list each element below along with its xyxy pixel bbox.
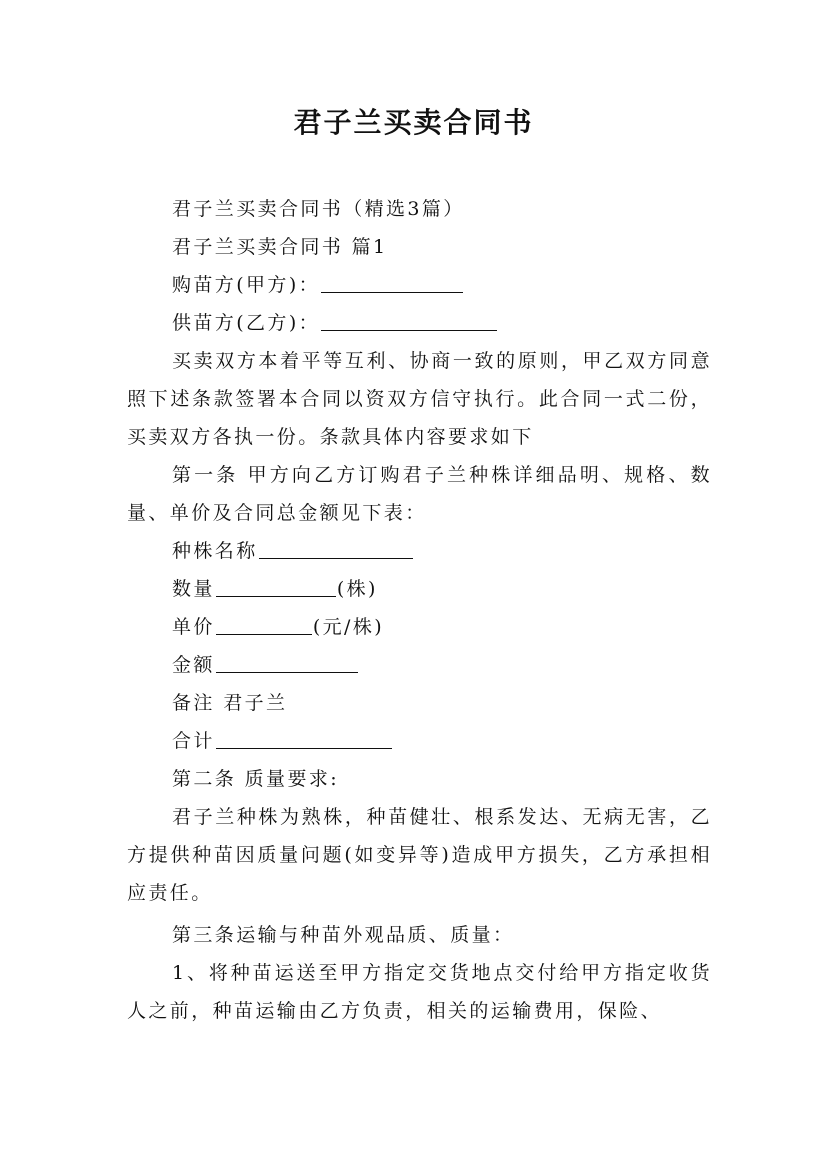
- article-2-heading: 第二条 质量要求:: [172, 768, 340, 790]
- amount-blank: [216, 650, 358, 673]
- buyer-blank: [321, 270, 463, 293]
- price-unit: (元/株): [312, 616, 385, 638]
- seller-line: [127, 304, 712, 342]
- price-line: [127, 608, 712, 646]
- amount-line: [127, 646, 712, 684]
- name-label: 种株名称: [172, 540, 258, 562]
- intro-line: 君子兰买卖合同书（精选3篇）: [172, 198, 465, 220]
- name-blank: [259, 536, 413, 559]
- name-line: [127, 532, 712, 570]
- price-label: 单价: [172, 616, 215, 638]
- chapter-heading: 君子兰买卖合同书 篇1: [172, 236, 388, 258]
- preamble-paragraph: 买卖双方本着平等互利、协商一致的原则，甲乙双方同意照下述条款签署本合同以资双方信守执行。此合同一式二份，买卖双方各执一份。条款具体内容要求如下: [127, 350, 712, 448]
- remark-line: 备注 君子兰: [172, 692, 288, 714]
- seller-blank: [321, 308, 497, 331]
- article-3-heading: 第三条运输与种苗外观品质、质量：: [172, 924, 515, 946]
- document-title: 君子兰买卖合同书: [293, 106, 534, 139]
- buyer-label: 购苗方(甲方)：: [172, 274, 321, 296]
- article-1-paragraph: 第一条 甲方向乙方订购君子兰种株详细品明、规格、数量、单价及合同总金额见下表：: [127, 464, 712, 524]
- buyer-line: [127, 266, 712, 304]
- total-label: 合计: [172, 730, 215, 752]
- amount-label: 金额: [172, 654, 215, 676]
- quantity-label: 数量: [172, 578, 215, 600]
- article-2-body: 君子兰种株为熟株，种苗健壮、根系发达、无病无害，乙方提供种苗因质量问题(如变异等)造成甲方损失，乙方承担相应责任。: [127, 806, 712, 904]
- article-3-item-1: 1、将种苗运送至甲方指定交货地点交付给甲方指定收货人之前，种苗运输由乙方负责，相关的运输费用，保险、: [127, 962, 712, 1022]
- seller-label: 供苗方(乙方)：: [172, 312, 321, 334]
- quantity-unit: (株): [336, 578, 378, 600]
- total-blank: [216, 726, 392, 749]
- price-blank: [216, 612, 312, 635]
- document-body: [127, 190, 712, 1030]
- quantity-blank: [216, 574, 336, 597]
- total-line: [127, 722, 712, 760]
- quantity-line: [127, 570, 712, 608]
